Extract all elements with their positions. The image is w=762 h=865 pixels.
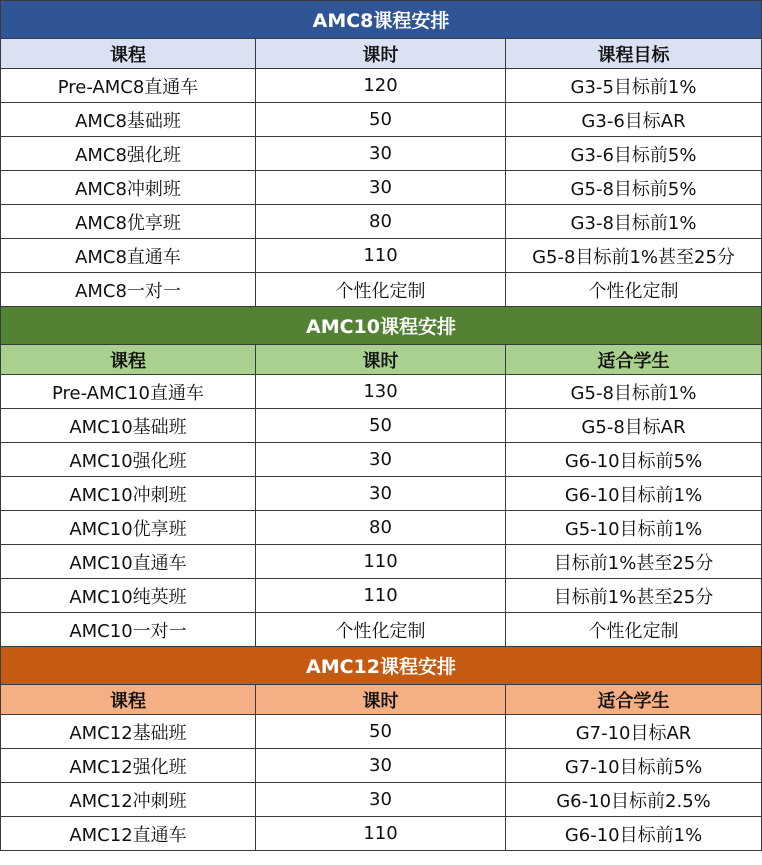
table-row — [1, 69, 762, 103]
target-cell: G7-10目标前5% — [506, 749, 762, 783]
course-name-cell: Pre-AMC10直通车 — [1, 375, 256, 409]
table-row — [1, 511, 762, 545]
course-name-cell: AMC8直通车 — [1, 239, 256, 273]
hours-cell: 30 — [256, 171, 506, 205]
column-header: 适合学生 — [506, 345, 762, 375]
section-title-row — [1, 1, 762, 39]
course-name-cell: AMC10冲刺班 — [1, 477, 256, 511]
column-header: 课时 — [256, 345, 506, 375]
table-row — [1, 273, 762, 307]
target-cell: G5-8目标前5% — [506, 171, 762, 205]
hours-cell: 80 — [256, 205, 506, 239]
table-row — [1, 239, 762, 273]
course-name-cell: AMC10直通车 — [1, 545, 256, 579]
hours-cell: 110 — [256, 579, 506, 613]
table-row — [1, 375, 762, 409]
target-cell: 目标前1%甚至25分 — [506, 579, 762, 613]
course-name-cell: AMC10强化班 — [1, 443, 256, 477]
table-row — [1, 477, 762, 511]
column-header: 课程目标 — [506, 39, 762, 69]
column-header: 课时 — [256, 39, 506, 69]
hours-cell: 120 — [256, 69, 506, 103]
column-header-row — [1, 345, 762, 375]
course-name-cell: AMC10优享班 — [1, 511, 256, 545]
target-cell: G3-5目标前1% — [506, 69, 762, 103]
course-name-cell: AMC10一对一 — [1, 613, 256, 647]
hours-cell: 130 — [256, 375, 506, 409]
hours-cell: 110 — [256, 817, 506, 851]
target-cell: G6-10目标前2.5% — [506, 783, 762, 817]
target-cell: G5-8目标前1% — [506, 375, 762, 409]
course-name-cell: AMC10基础班 — [1, 409, 256, 443]
section-title-row — [1, 307, 762, 345]
section-title-row — [1, 647, 762, 685]
hours-cell: 50 — [256, 103, 506, 137]
section-title: AMC8课程安排 — [1, 1, 762, 39]
column-header: 课程 — [1, 685, 256, 715]
table-row — [1, 749, 762, 783]
hours-cell: 110 — [256, 545, 506, 579]
hours-cell: 50 — [256, 715, 506, 749]
table-row — [1, 103, 762, 137]
target-cell: G5-8目标前1%甚至25分 — [506, 239, 762, 273]
hours-cell: 80 — [256, 511, 506, 545]
hours-cell: 30 — [256, 783, 506, 817]
hours-cell: 30 — [256, 477, 506, 511]
table-row — [1, 205, 762, 239]
table-row — [1, 137, 762, 171]
course-name-cell: AMC12基础班 — [1, 715, 256, 749]
course-name-cell: AMC8一对一 — [1, 273, 256, 307]
column-header: 适合学生 — [506, 685, 762, 715]
table-row — [1, 817, 762, 851]
table-row — [1, 171, 762, 205]
hours-cell: 30 — [256, 443, 506, 477]
target-cell: G6-10目标前1% — [506, 817, 762, 851]
table-row — [1, 443, 762, 477]
target-cell: 个性化定制 — [506, 273, 762, 307]
course-name-cell: AMC10纯英班 — [1, 579, 256, 613]
column-header: 课程 — [1, 345, 256, 375]
target-cell: G5-8目标AR — [506, 409, 762, 443]
hours-cell: 个性化定制 — [256, 273, 506, 307]
target-cell: G3-6目标AR — [506, 103, 762, 137]
column-header-row — [1, 685, 762, 715]
table-row — [1, 783, 762, 817]
schedule-table-body — [1, 1, 762, 851]
hours-cell: 110 — [256, 239, 506, 273]
table-row — [1, 715, 762, 749]
hours-cell: 30 — [256, 749, 506, 783]
column-header: 课时 — [256, 685, 506, 715]
hours-cell: 50 — [256, 409, 506, 443]
course-name-cell: Pre-AMC8直通车 — [1, 69, 256, 103]
target-cell: G3-6目标前5% — [506, 137, 762, 171]
table-row — [1, 409, 762, 443]
target-cell: G3-8目标前1% — [506, 205, 762, 239]
course-name-cell: AMC8优享班 — [1, 205, 256, 239]
target-cell: G7-10目标AR — [506, 715, 762, 749]
course-name-cell: AMC8冲刺班 — [1, 171, 256, 205]
target-cell: 个性化定制 — [506, 613, 762, 647]
target-cell: G6-10目标前5% — [506, 443, 762, 477]
course-name-cell: AMC8强化班 — [1, 137, 256, 171]
course-name-cell: AMC12直通车 — [1, 817, 256, 851]
target-cell: 目标前1%甚至25分 — [506, 545, 762, 579]
hours-cell: 30 — [256, 137, 506, 171]
course-name-cell: AMC12强化班 — [1, 749, 256, 783]
section-title: AMC12课程安排 — [1, 647, 762, 685]
course-name-cell: AMC8基础班 — [1, 103, 256, 137]
column-header: 课程 — [1, 39, 256, 69]
target-cell: G6-10目标前1% — [506, 477, 762, 511]
target-cell: G5-10目标前1% — [506, 511, 762, 545]
course-name-cell: AMC12冲刺班 — [1, 783, 256, 817]
table-row — [1, 613, 762, 647]
table-row — [1, 579, 762, 613]
column-header-row — [1, 39, 762, 69]
section-title: AMC10课程安排 — [1, 307, 762, 345]
hours-cell: 个性化定制 — [256, 613, 506, 647]
table-row — [1, 545, 762, 579]
